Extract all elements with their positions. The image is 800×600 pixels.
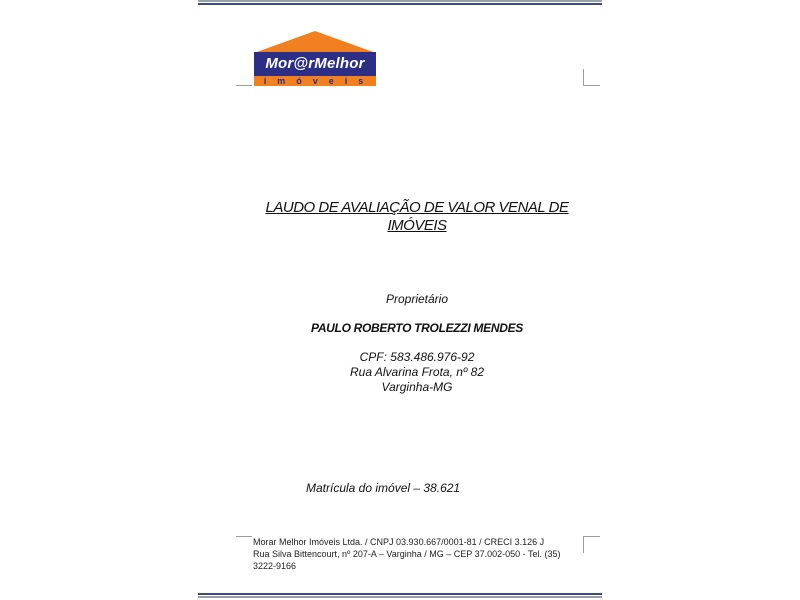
top-border xyxy=(198,0,602,5)
logo-wordmark: Mor@rMelhor xyxy=(254,52,376,76)
roof-icon xyxy=(254,31,376,53)
crop-mark-top-right xyxy=(583,69,600,86)
property-registration: Matrícula do imóvel – 38.621 xyxy=(306,481,461,495)
page-footer xyxy=(253,536,573,572)
footer-company: Morar Melhor Imóveis Ltda. / CNPJ 03.930.667/0001-81 / CRECI 3.126 J xyxy=(253,537,545,547)
owner-name: PAULO ROBERTO TROLEZZI MENDES xyxy=(311,321,523,335)
crop-mark-bottom-right xyxy=(583,536,600,553)
crop-mark-bottom-left xyxy=(236,536,252,537)
owner-label: Proprietário xyxy=(385,292,449,306)
logo-subtitle: imóveis xyxy=(254,76,376,86)
document-title: LAUDO DE AVALIAÇÃO DE VALOR VENAL DE IMÓVEIS xyxy=(265,199,569,234)
bottom-border xyxy=(198,593,602,598)
owner-street: Rua Alvarina Frota, nº 82 xyxy=(349,365,484,379)
footer-address: Rua Silva Bittencourt, nº 207-A – Varginha / MG – CEP 37.002-050 - Tel. (35) 3222-9166 xyxy=(253,549,561,571)
crop-mark-top-left xyxy=(236,85,252,86)
owner-cpf: CPF: 583.486.976-92 xyxy=(359,350,475,364)
company-logo xyxy=(254,31,376,87)
owner-city: Varginha-MG xyxy=(381,380,453,394)
